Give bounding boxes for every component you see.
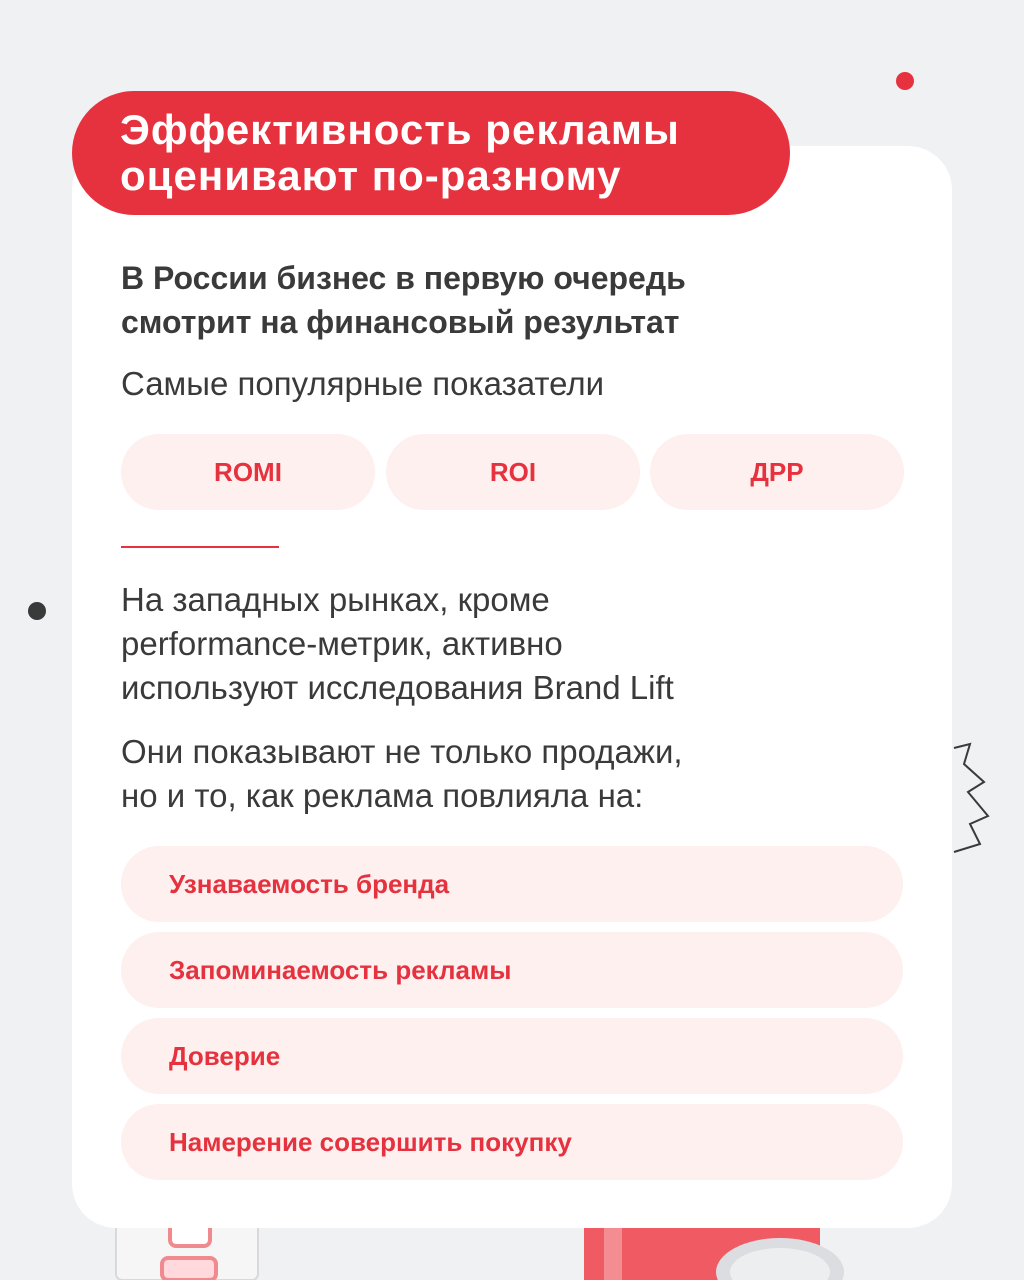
metric-chip-drr: ДРР: [650, 434, 904, 510]
impact-item-brand-awareness: Узнаваемость бренда: [121, 846, 903, 922]
western-line-3: используют исследования Brand Lift: [121, 669, 674, 706]
section-divider: [121, 546, 279, 548]
dark-dot-decoration: [28, 602, 46, 620]
popular-metrics-label: Самые популярные показатели: [121, 365, 605, 402]
impact-intro-line-2: но и то, как реклама повлияла на:: [121, 777, 644, 814]
russia-subheading-line-2: смотрит на финансовый результат: [121, 304, 680, 340]
impact-intro-line-1: Они показывают не только продажи,: [121, 733, 683, 770]
red-dot-decoration: [896, 72, 914, 90]
impact-item-purchase-intent: Намерение совершить покупку: [121, 1104, 903, 1180]
title-banner: [72, 91, 790, 215]
brand-lift-impact-paragraph: [121, 730, 911, 818]
impact-item-trust: Доверие: [121, 1018, 903, 1094]
title-line-2: оценивают по-разному: [120, 152, 622, 199]
impact-item-ad-recall: Запоминаемость рекламы: [121, 932, 903, 1008]
spiky-burst-decoration: [944, 740, 1004, 870]
western-line-2: performance-метрик, активно: [121, 625, 563, 662]
metric-chip-roi: ROI: [386, 434, 640, 510]
metric-chip-romi: ROMI: [121, 434, 375, 510]
russia-subheading-line-1: В России бизнес в первую очередь: [121, 260, 686, 296]
russia-subheading: [121, 256, 911, 344]
western-markets-paragraph: [121, 578, 911, 710]
title-line-1: Эффективность рекламы: [120, 106, 680, 153]
western-line-1: На западных рынках, кроме: [121, 581, 550, 618]
